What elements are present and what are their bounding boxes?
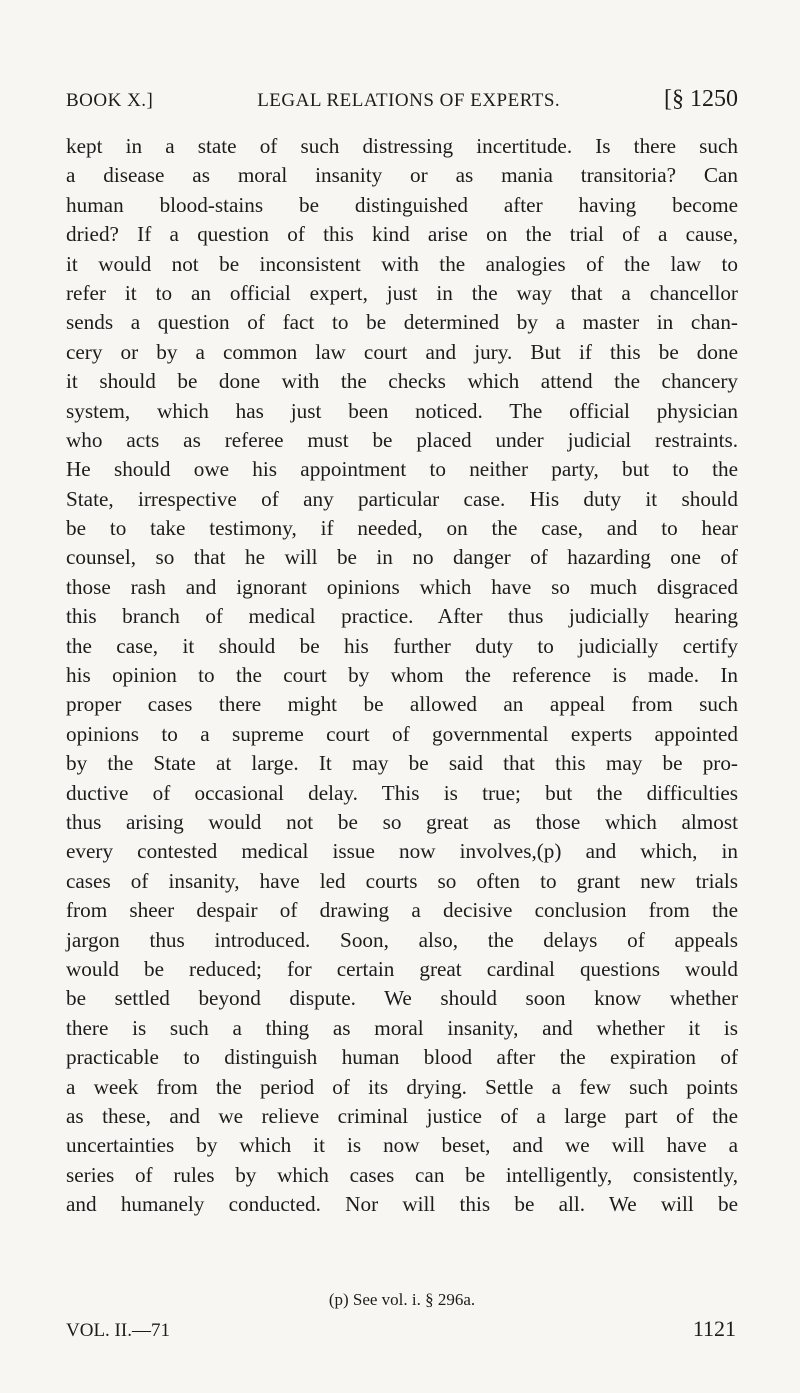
text-line: every contested medical issue now involves,(p) and which, in xyxy=(66,839,738,864)
text-line: by the State at large. It may be said that this may be pro- xyxy=(66,751,738,776)
text-line: this branch of medical practice. After thus judicially hearing xyxy=(66,604,738,629)
text-line: it would not be inconsistent with the analogies of the law to xyxy=(66,251,738,276)
text-line: series of rules by which cases can be intelligently, consistently, xyxy=(66,1162,738,1187)
text-line: would be reduced; for certain great cardinal questions would xyxy=(66,956,738,981)
text-line: He should owe his appointment to neither party, but to the xyxy=(66,457,738,482)
text-line: dried? If a question of this kind arise on the trial of a cause, xyxy=(66,222,738,247)
text-line: cery or by a common law court and jury. But if this be done xyxy=(66,339,738,364)
text-line: kept in a state of such distressing incertitude. Is there such xyxy=(66,134,738,158)
book-label: BOOK X.] xyxy=(66,90,154,111)
text-line: a disease as moral insanity or as mania transitoria? Can xyxy=(66,163,738,188)
page-number: 1121 xyxy=(692,1316,736,1341)
text-line: from sheer despair of drawing a decisive conclusion from the xyxy=(66,898,738,923)
volume-signature: VOL. II.—71 xyxy=(66,1320,170,1341)
text-line: refer it to an official expert, just in the way that a chancellor xyxy=(66,280,738,305)
text-line: proper cases there might be allowed an appeal from such xyxy=(66,692,738,717)
page-footer xyxy=(66,1316,736,1342)
text-line: his opinion to the court by whom the reference is made. In xyxy=(66,663,738,688)
text-line: be settled beyond dispute. We should soon know whether xyxy=(66,986,738,1011)
text-line: it should be done with the checks which attend the chancery xyxy=(66,369,738,394)
text-line: those rash and ignorant opinions which have so much disgraced xyxy=(66,574,738,599)
text-line: be to take testimony, if needed, on the case, and to hear xyxy=(66,516,738,541)
section-number: [§ 1250 xyxy=(663,86,738,112)
text-line: opinions to a supreme court of governmental experts appointed xyxy=(66,721,738,746)
text-line: as these, and we relieve criminal justice of a large part of the xyxy=(66,1103,738,1128)
text-line: counsel, so that he will be in no danger of hazarding one of xyxy=(66,545,738,570)
text-line: thus arising would not be so great as those which almost xyxy=(66,809,738,834)
text-line: practicable to distinguish human blood after the expiration of xyxy=(66,1045,738,1070)
text-line: who acts as referee must be placed under judicial restraints. xyxy=(66,427,738,452)
text-line: human blood-stains be distinguished after having become xyxy=(66,192,738,217)
text-line: cases of insanity, have led courts so often to grant new trials xyxy=(66,868,738,893)
text-line: jargon thus introduced. Soon, also, the delays of appeals xyxy=(66,927,738,952)
text-line: there is such a thing as moral insanity, and whether it is xyxy=(66,1015,738,1040)
text-line: sends a question of fact to be determined by a master in chan- xyxy=(66,310,738,335)
text-line: system, which has just been noticed. The official physician xyxy=(66,398,738,423)
footnote: (p) See vol. i. § 296a. xyxy=(328,1290,476,1309)
text-line: and humanely conducted. Nor will this be all. We will be xyxy=(66,1192,738,1217)
text-line: State, irrespective of any particular case. His duty it should xyxy=(66,486,738,511)
text-line: the case, it should be his further duty to judicially certify xyxy=(66,633,738,658)
body-text xyxy=(66,132,738,1219)
running-title: LEGAL RELATIONS OF EXPERTS. xyxy=(257,90,561,111)
text-line: ductive of occasional delay. This is true; but the difficulties xyxy=(66,780,738,805)
running-header xyxy=(66,86,738,113)
text-line: uncertainties by which it is now beset, and we will have a xyxy=(66,1133,738,1158)
text-line: a week from the period of its drying. Settle a few such points xyxy=(66,1074,738,1099)
